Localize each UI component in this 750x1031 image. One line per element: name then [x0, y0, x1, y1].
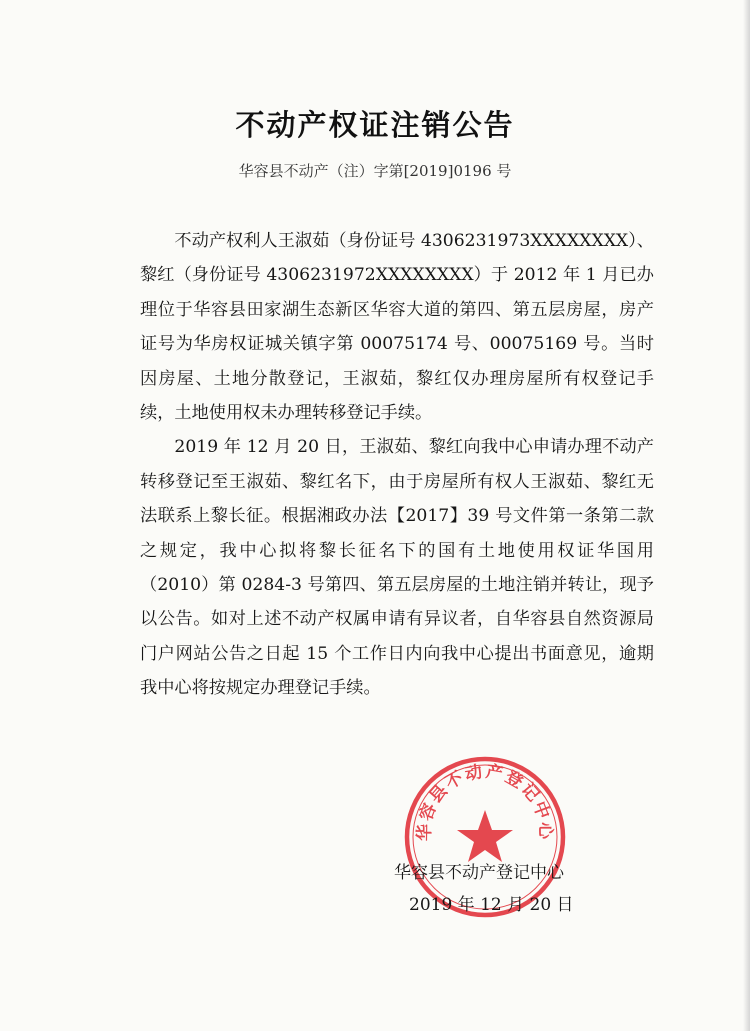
star-icon — [457, 810, 513, 862]
document-title: 不动产权证注销公告 — [235, 108, 515, 142]
document-number: 华容县不动产（注）字第[2019]0196 号 — [238, 162, 512, 180]
document-body — [140, 224, 654, 706]
seal-text: 华容县不动产登记中心 — [414, 761, 556, 842]
issue-date: 2019 年 12 月 20 日 — [409, 895, 574, 915]
issuer-name: 华容县不动产登记中心 — [394, 863, 564, 883]
scan-edge-shadow — [743, 0, 750, 1031]
body-paragraph-1: 不动产权利人王淑茹（身份证号 4306231973XXXXXXXX）、黎红（身份证号 4306231972XXXXXXXX）于 2012 年 1 月已办理位于华容县田家湖生态新区华容大道的第四、第五层房屋，房产证号为华房权证城关镇字第 00075174 号、00075169 号。当时因房屋、土地分散登记，王淑茹，黎红仅办理房屋所有权登记手续，土地使用权未办理转移登记手续。 — [140, 231, 654, 424]
body-paragraph-2: 2019 年 12 月 20 日，王淑茹、黎红向我中心申请办理不动产转移登记至王淑茹、黎红名下，由于房屋所有权人王淑茹、黎红无法联系上黎长征。根据湘政办法【2017】39 号文件第一条第二款之规定，我中心拟将黎长征名下的国有土地使用权证华国用（2010）第 0284-3 号第四、第五层房屋的土地注销并转让，现予以公告。如对上述不动产权属申请有异议者，自华容县自然资源局门户网站公告之日起 15 个工作日内向我中心提出书面意见，逾期我中心将按规定办理登记手续。 — [140, 437, 654, 699]
